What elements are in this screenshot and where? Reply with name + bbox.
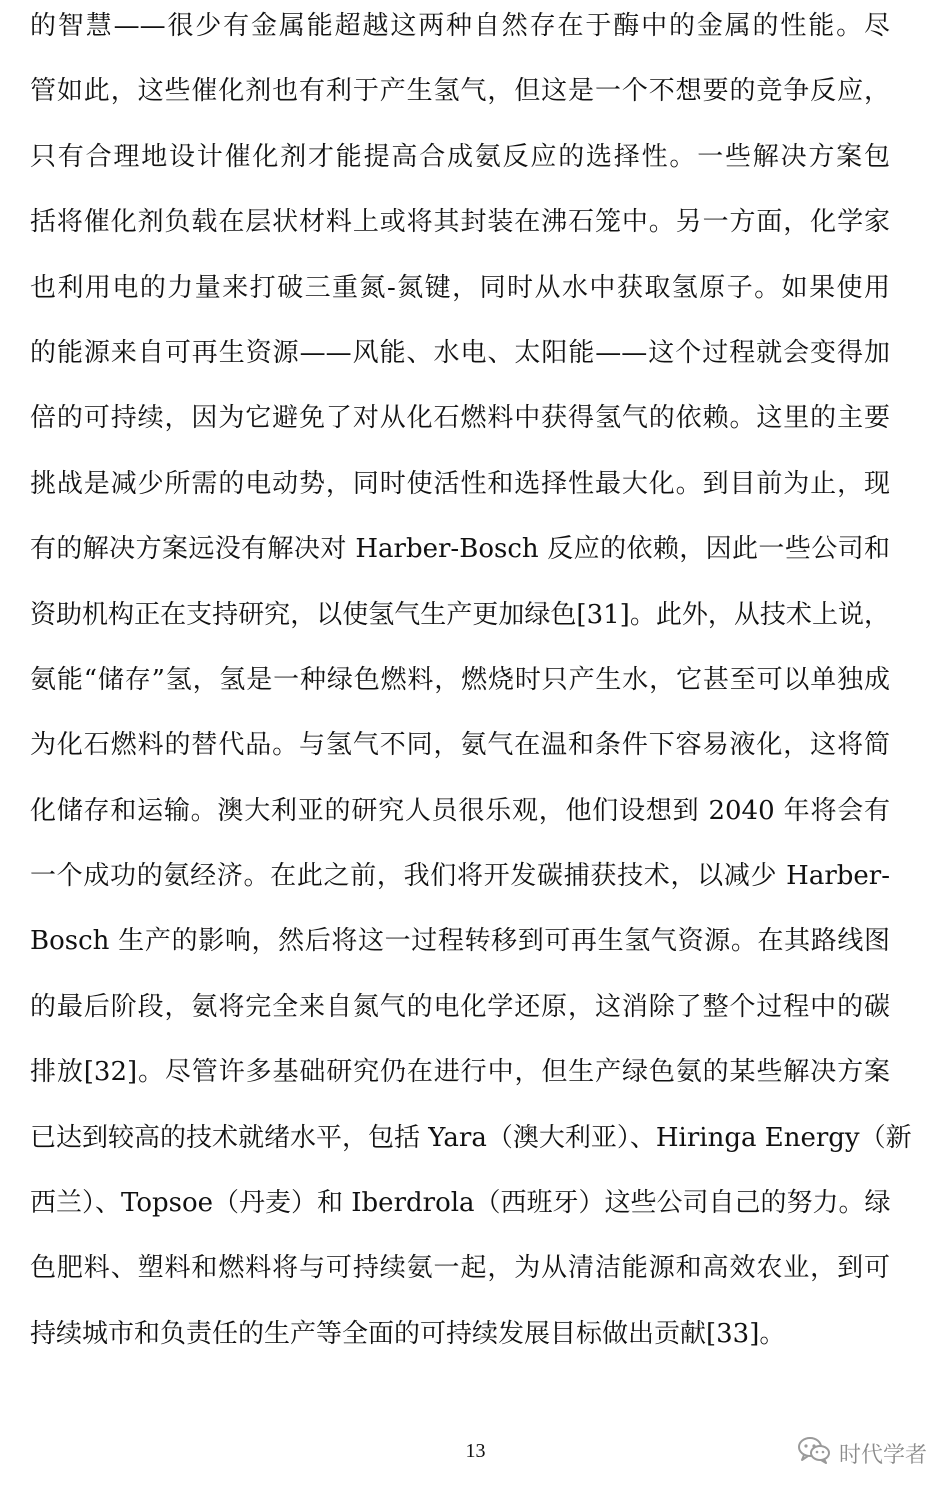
text-line: 化储存和运输。澳大利亚的研究人员很乐观，他们设想到 2040 年将会有 [30, 795, 890, 826]
text-line: 的能源来自可再生资源——风能、水电、太阳能——这个过程就会变得加 [30, 337, 890, 368]
text-line: 一个成功的氨经济。在此之前，我们将开发碳捕获技术，以减少 Harber- [30, 861, 890, 892]
page-number: 13 [465, 1440, 486, 1462]
text-line: 管如此，这些催化剂也有利于产生氢气，但这是一个不想要的竞争反应， [30, 76, 890, 107]
text-line: 持续城市和负责任的生产等全面的可持续发展目标做出贡献[33]。 [30, 1318, 786, 1349]
text-line: 色肥料、塑料和燃料将与可持续氨一起，为从清洁能源和高效农业，到可 [30, 1253, 890, 1284]
text-line: 括将催化剂负载在层状材料上或将其封装在沸石笼中。另一方面，化学家 [30, 207, 890, 238]
text-line: 的最后阶段，氨将完全来自氮气的电化学还原，这消除了整个过程中的碳 [30, 991, 890, 1022]
text-line: 只有合理地设计催化剂才能提高合成氨反应的选择性。一些解决方案包 [30, 141, 890, 172]
watermark [797, 1436, 927, 1470]
text-line: 有的解决方案远没有解决对 Harber-Bosch 反应的依赖，因此一些公司和 [30, 534, 890, 565]
text-line: 为化石燃料的替代品。与氢气不同，氨气在温和条件下容易液化，这将简 [30, 730, 890, 761]
wechat-icon [797, 1436, 831, 1470]
text-line: 倍的可持续，因为它避免了对从化石燃料中获得氢气的依赖。这里的主要 [30, 403, 890, 434]
text-line: 挑战是减少所需的电动势，同时使活性和选择性最大化。到目前为止，现 [30, 468, 890, 499]
text-line: 也利用电的力量来打破三重氮-氮键，同时从水中获取氢原子。如果使用 [30, 272, 890, 303]
text-line: 资助机构正在支持研究，以使氢气生产更加绿色[31]。此外，从技术上说， [30, 599, 890, 630]
text-line: 的智慧——很少有金属能超越这两种自然存在于酶中的金属的性能。尽 [30, 11, 890, 41]
watermark-text: 时代学者 [838, 1442, 927, 1468]
text-line: Bosch 生产的影响，然后将这一过程转移到可再生氢气资源。在其路线图 [30, 926, 890, 957]
text-line: 已达到较高的技术就绪水平，包括 Yara（澳大利亚）、Hiringa Energy（新 [30, 1122, 912, 1153]
body-text [30, 6, 912, 1379]
text-line: 排放[32]。尽管许多基础研究仍在进行中，但生产绿色氨的某些解决方案 [30, 1057, 890, 1088]
text-line: 西兰）、Topsoe（丹麦）和 Iberdrola（西班牙）这些公司自己的努力。绿 [30, 1188, 891, 1219]
text-line: 氨能“储存”氢，氢是一种绿色燃料，燃烧时只产生水，它甚至可以单独成 [30, 664, 890, 695]
